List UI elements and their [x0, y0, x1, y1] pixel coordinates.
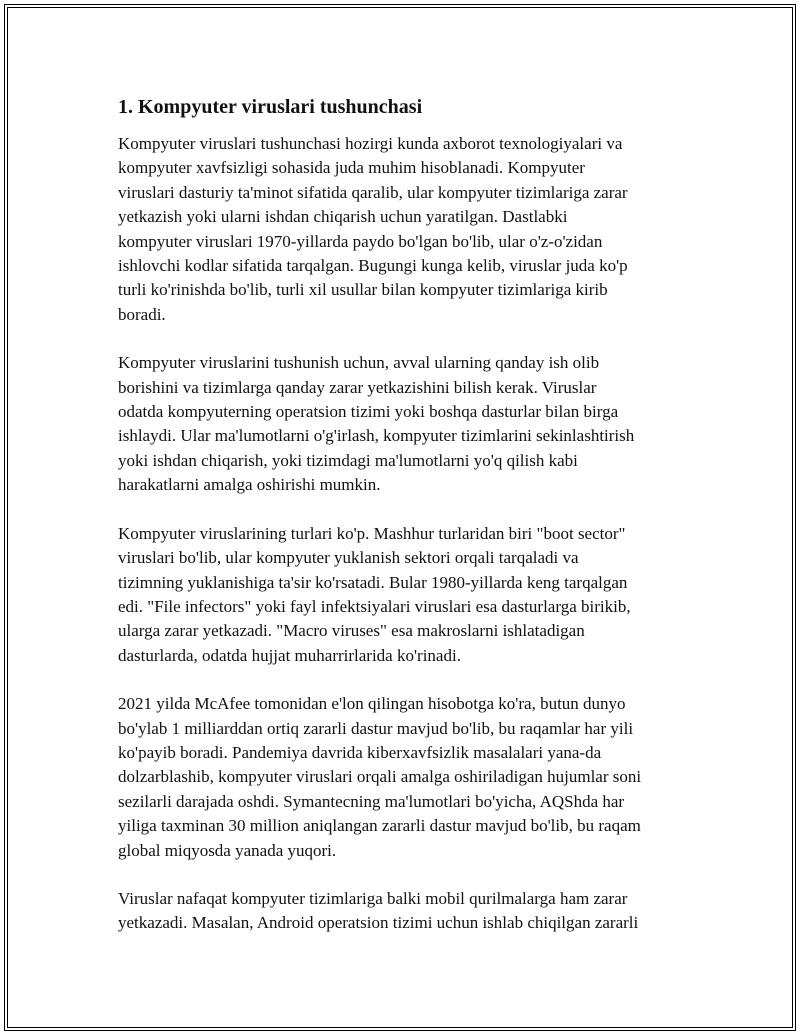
text-line: borishini va tizimlarga qanday zarar yetkazishini bilish kerak. Viruslar	[118, 377, 597, 397]
text-line: Kompyuter viruslarini tushunish uchun, avval ularning qanday ish olib	[118, 353, 600, 373]
text-line: Kompyuter viruslarining turlari ko'p. Mashhur turlaridan biri "boot sector"	[118, 523, 626, 543]
text-line: odatda kompyuterning operatsion tizimi yoki boshqa dasturlar bilan birga	[118, 402, 619, 422]
text-line: dasturlarda, odatda hujjat muharrirlarida ko'rinadi.	[118, 645, 461, 665]
text-line: yoki ishdan chiqarish, yoki tizimdagi ma'lumotlarni yo'q qilish kabi	[118, 450, 578, 470]
text-line: 2021 yilda McAfee tomonidan e'lon qilingan hisobotga ko'ra, butun dunyo	[118, 694, 626, 714]
text-line: harakatlarni amalga oshirishi mumkin.	[118, 475, 381, 495]
text-line: ularga zarar yetkazadi. "Macro viruses" esa makroslarni ishlatadigan	[118, 621, 585, 641]
text-line: yetkazish yoki ularni ishdan chiqarish uchun yaratilgan. Dastlabki	[118, 207, 568, 227]
text-line: yiliga taxminan 30 million aniqlangan zararli dastur mavjud bo'lib, bu raqam	[118, 816, 641, 836]
paragraph	[118, 351, 698, 497]
text-line: kompyuter viruslari 1970-yillarda paydo bo'lgan bo'lib, ular o'z-o'zidan	[118, 231, 603, 251]
paragraph	[118, 887, 698, 936]
paragraph-list	[118, 132, 698, 936]
text-line: kompyuter xavfsizligi sohasida juda muhim hisoblanadi. Kompyuter	[118, 158, 585, 178]
text-line: boradi.	[118, 304, 166, 324]
text-line: viruslari dasturiy ta'minot sifatida qaralib, ular kompyuter tizimlariga zarar	[118, 182, 628, 202]
text-line: sezilarli darajada oshdi. Symantecning ma'lumotlari bo'yicha, AQShda har	[118, 791, 625, 811]
paragraph	[118, 692, 698, 863]
text-line: tizimning yuklanishiga ta'sir ko'rsatadi. Bular 1980-yillarda keng tarqalgan	[118, 572, 628, 592]
text-line: Kompyuter viruslari tushunchasi hozirgi kunda axborot texnologiyalari va	[118, 134, 623, 153]
paragraph	[118, 522, 698, 668]
text-line: ko'payib boradi. Pandemiya davrida kiberxavfsizlik masalalari yana-da	[118, 742, 602, 762]
text-line: edi. "File infectors" yoki fayl infektsiyalari viruslari esa dasturlarga birikib,	[118, 596, 631, 616]
section-heading: 1. Kompyuter viruslari tushunchasi	[118, 96, 423, 118]
text-line: yetkazadi. Masalan, Android operatsion tizimi uchun ishlab chiqilgan zararli	[118, 913, 639, 933]
text-line: bo'ylab 1 milliarddan ortiq zararli dastur mavjud bo'lib, bu raqamlar har yili	[118, 718, 634, 738]
paragraph	[118, 132, 698, 327]
text-line: Viruslar nafaqat kompyuter tizimlariga balki mobil qurilmalarga ham zarar	[118, 888, 628, 908]
text-line: viruslari bo'lib, ular kompyuter yuklanish sektori orqali tarqaladi va	[118, 548, 579, 568]
text-line: ishlovchi kodlar sifatida tarqalgan. Bugungi kunga kelib, viruslar juda ko'p	[118, 256, 628, 276]
text-line: turli ko'rinishda bo'lib, turli xil usullar bilan kompyuter tizimlariga kirib	[118, 280, 608, 300]
text-line: dolzarblashib, kompyuter viruslari orqali amalga oshiriladigan hujumlar soni	[118, 767, 642, 787]
document-body	[118, 94, 698, 960]
text-line: ishlaydi. Ular ma'lumotlarni o'g'irlash, kompyuter tizimlarini sekinlashtirish	[118, 426, 635, 446]
text-line: global miqyosda yanada yuqori.	[118, 840, 337, 860]
